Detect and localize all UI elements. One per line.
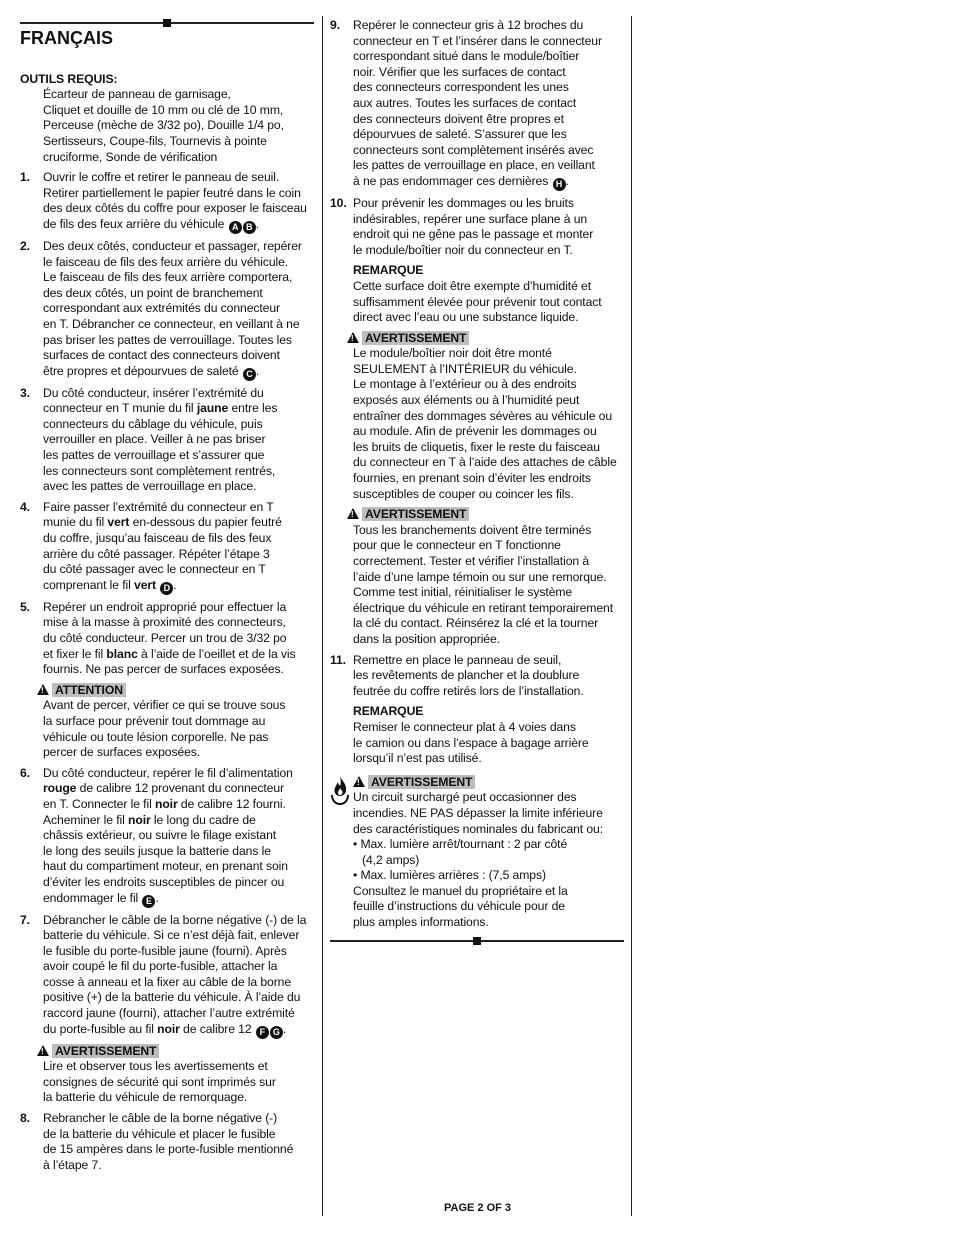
step-5: 5. Repérer un endroit approprié pour effectuer la mise à la masse à proximité des connecteurs, du côté conducteur. Percer un trou de 3/32 po et fixer le fil blanc à l’aide de l’oeillet et de la vis fournis. Ne pas percer de surfaces exposées. bbox=[20, 599, 296, 677]
step-number: 1. bbox=[20, 170, 30, 185]
warning-block-test: !AVERTISSEMENT Tous les branchements doivent être terminés pour que le connecteur en T fonctionne correctement. Tester et vérifier l’installation à l’aide d’une lampe témoin ou sur une remorque. Comme test initial, réinitialiser le système électrique du véhicule en retirant temporairement la clé du contact. Réinsérez la clé et la tourner dans la position appropriée. bbox=[330, 507, 622, 647]
step-11: 11. Remettre en place le panneau de seuil, les revêtements de plancher et la doublure feutrée du coffre retirés lors de l’installation. bbox=[330, 652, 584, 698]
warning-label: AVERTISSEMENT bbox=[52, 1044, 159, 1058]
note-block-surface: REMARQUE Cette surface doit être exempte d’humidité et suffisamment élevée pour prévenir tout contact direct avec l’eau ou une substance liquide. bbox=[330, 263, 622, 325]
step-2: 2. Des deux côtés, conducteur et passager, repérer le faisceau de fils des feux arrière du véhicule. Le faisceau de fils des feux arrière comportera, des deux côtés, un point de branchement correspondant aux extrémités du connecteur en T. Débrancher ce connecteur, en veillant à ne pas briser les pattes de verrouillage. Toutes les surfaces de contact des connecteurs doivent être propres et dépourvues de saleté C . bbox=[20, 238, 302, 379]
note-label: REMARQUE bbox=[353, 263, 424, 278]
figure-ref-d: D bbox=[160, 582, 173, 595]
column-divider bbox=[322, 16, 323, 1216]
warning-triangle-icon bbox=[353, 776, 365, 787]
figure-ref-f: F bbox=[256, 1026, 269, 1039]
warning-label: AVERTISSEMENT bbox=[362, 507, 469, 521]
step-4: 4. Faire passer l’extrémité du connecteur en T munie du fil vert en-dessous du papier feutré du coffre, jusqu’au faisceau de fils des feux arrière du côté passager. Répéter l’étape 3 du côté passager avec le connecteur en T comprenant le fil vert D . bbox=[20, 499, 282, 593]
right-border bbox=[631, 16, 632, 1216]
page-title: FRANÇAIS bbox=[20, 28, 113, 48]
end-rule bbox=[330, 940, 624, 942]
fire-warning-block: !AVERTISSEMENT Un circuit surchargé peut occasionner des incendies. NE PAS dépasser la limite inférieure des caractéristiques nominales du fabricant ou: • Max. lumière arrêt/tournant : 2 par côté (4,2 amps) • Max. lumières arrières : (7,5 amps) Consultez le manuel du propriétaire et la feuille d’instructions du véhicule pour de plus amples informations. bbox=[330, 775, 622, 931]
warning-block-module: !AVERTISSEMENT Le module/boîtier noir doit être monté SEULEMENT à l’INTÉRIEUR du véhicule. Le montage à l’extérieur ou à des endroits exposés aux éléments ou à l’humidité peut entraîner des dommages sévères au véhicule ou au module. Afin de prévenir les dommages ou les bruits de cliquetis, fixer le reste du faisceau du connecteur en T à l’aide des attaches de câble fournies, en prenant soin d’éviter les endroits susceptibles de couper ou coincer les fils. bbox=[330, 331, 622, 503]
figure-ref-a: A bbox=[229, 221, 242, 234]
warning-label: AVERTISSEMENT bbox=[368, 775, 475, 789]
step-number: 4. bbox=[20, 499, 30, 514]
warning-triangle-icon bbox=[37, 1045, 49, 1056]
warning-triangle-icon bbox=[37, 684, 49, 695]
step-number: 3. bbox=[20, 385, 30, 400]
fire-icon bbox=[330, 775, 350, 805]
step-10: 10. Pour prévenir les dommages ou les bruits indésirables, repérer une surface plane à un endroit qui ne gêne pas le passage et monter le module/boîtier noir du connecteur en T. bbox=[330, 195, 594, 257]
note-block-storage: REMARQUE Remiser le connecteur plat à 4 voies dans le camion ou dans l’espace à bagage arrière lorsqu’il n’est pas utilisé. bbox=[330, 704, 622, 766]
step-6: 6. Du côté conducteur, repérer le fil d’alimentation rouge de calibre 12 provenant du connecteur en T. Connecter le fil noir de calibre 12 fourni. Acheminer le fil noir le long du cadre de châssis extérieur, ou suivre le filage existant le long des seuils jusque la batterie dans le haut du compartiment moteur, en prenant soin d’éviter les endroits susceptibles de pincer ou endommager le fil E . bbox=[20, 765, 293, 906]
note-label: REMARQUE bbox=[353, 704, 424, 719]
step-9: 9. Repérer le connecteur gris à 12 broches du connecteur en T et l’insérer dans le connecteur correspondant situé dans le module/boîtier noir. Vérifier que les surfaces de contact des connecteurs correspondent les unes aux autres. Toutes les surfaces de contact des connecteurs doivent être propres et dépourvues de saleté. S’assurer que les connecteurs sont complètement insérés avec les pattes de verrouillage en place, en veillant à ne pas endommager ces dernières H . bbox=[330, 18, 602, 189]
step-number: 5. bbox=[20, 599, 30, 614]
step-1: 1. Ouvrir le coffre et retirer le panneau de seuil. Retirer partiellement le papier feutré dans le coin des deux côtés du coffre pour exposer le faisceau de fils des feux arrière du véhicule A B . bbox=[20, 170, 307, 232]
attention-block: !ATTENTION Avant de percer, vérifier ce qui se trouve sous la surface pour prévenir tout dommage au véhicule ou toute lésion corporelle. Ne pas percer de surfaces exposées. bbox=[20, 683, 312, 761]
step-number: 10. bbox=[330, 195, 347, 210]
step-8: 8. Rebrancher le câble de la borne négative (-) de la batterie du véhicule et placer le fusible de 15 ampères dans le porte-fusible mentionné à l’étape 7. bbox=[20, 1111, 294, 1172]
warning-label: AVERTISSEMENT bbox=[362, 331, 469, 345]
tools-title: OUTILS REQUIS: bbox=[20, 71, 118, 86]
figure-ref-c: C bbox=[243, 368, 256, 381]
step-number: 6. bbox=[20, 765, 30, 780]
step-number: 11. bbox=[330, 652, 346, 667]
figure-ref-e: E bbox=[142, 895, 155, 908]
warning-block-battery: !AVERTISSEMENT Lire et observer tous les avertissements et consignes de sécurité qui sont imprimés sur la batterie du véhicule de remorquage. bbox=[20, 1044, 312, 1106]
step-number: 9. bbox=[330, 18, 340, 32]
page-number: PAGE 2 OF 3 bbox=[444, 1202, 512, 1214]
tools-list: Écarteur de panneau de garnisage, Cliquet et douille de 10 mm ou clé de 10 mm, Perceuse (mèche de 3/32 po), Douille 1/4 po, Sertisseurs, Coupe-fils, Tournevis à pointe cruciforme, Sonde de vérification bbox=[43, 87, 284, 164]
step-3: 3. Du côté conducteur, insérer l’extrémité du connecteur en T munie du fil jaune entre les connecteurs du câblage du véhicule, puis verrouiller en place. Veiller à ne pas briser les pattes de verrouillage et s’assurer que les connecteurs sont complètement rentrés, avec les pattes de verrouillage en place. bbox=[20, 385, 278, 494]
figure-ref-b: B bbox=[243, 221, 256, 234]
warning-triangle-icon bbox=[347, 332, 359, 343]
left-column bbox=[20, 16, 312, 1178]
step-number: 8. bbox=[20, 1111, 30, 1126]
right-column bbox=[330, 18, 622, 931]
step-number: 7. bbox=[20, 912, 30, 927]
warning-triangle-icon bbox=[347, 508, 359, 519]
step-7: 7. Débrancher le câble de la borne négative (-) de la batterie du véhicule. Si ce n’est déjà fait, enlever le fusible du porte-fusible jaune (fourni). Après avoir coupé le fil du porte-fusible, attacher la cosse à anneau et la fixer au câble de la borne positive (+) de la batterie du véhicule. À l’aide du raccord jaune (fourni), attacher l’autre extrémité du porte-fusible au fil noir de calibre 12 F G . bbox=[20, 912, 307, 1037]
figure-ref-g: G bbox=[270, 1026, 283, 1039]
step-number: 2. bbox=[20, 238, 30, 253]
attention-label: ATTENTION bbox=[52, 683, 126, 697]
figure-ref-h: H bbox=[553, 178, 566, 191]
